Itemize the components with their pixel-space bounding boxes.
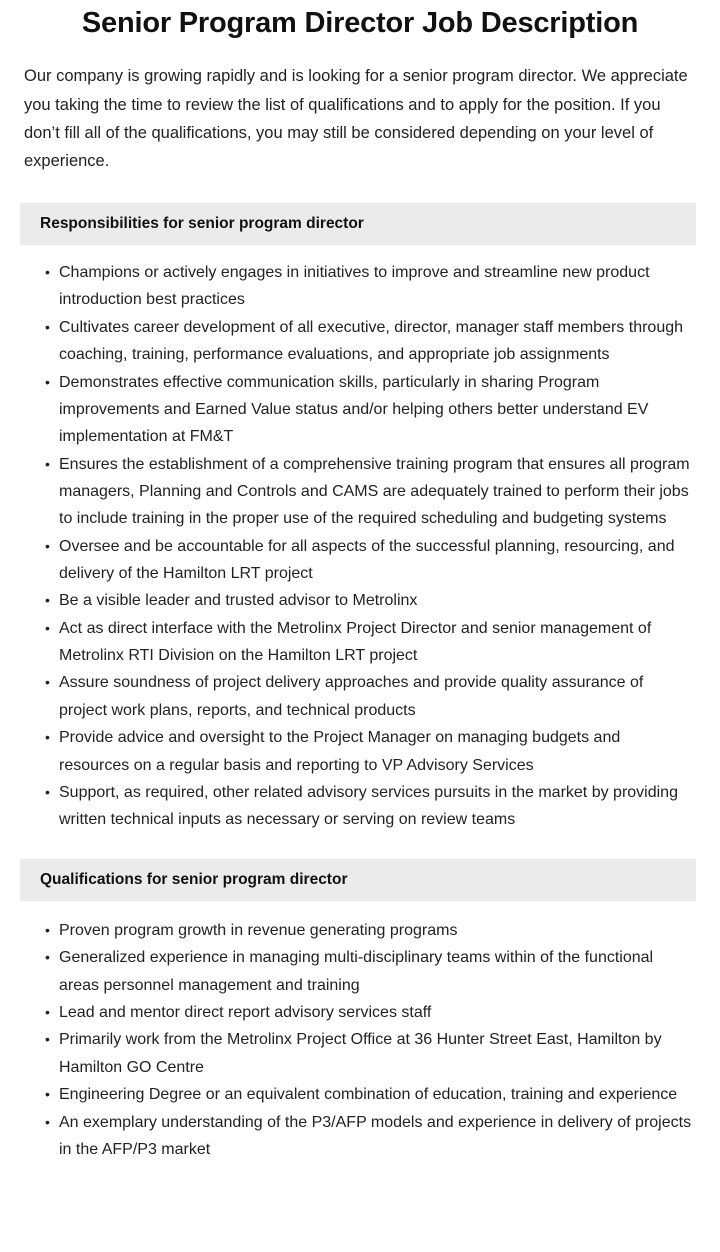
list-item: • Engineering Degree or an equivalent combination of education, training and experience (45, 1081, 693, 1108)
list-item: • Lead and mentor direct report advisory services staff (45, 999, 693, 1026)
intro-paragraph: Our company is growing rapidly and is looking for a senior program director. We appreciate you taking the time to review the list of qualifications and to apply for the position. If you don’t fill all of the qualifications, you may still be considered depending on your level of experience. (24, 67, 688, 171)
responsibilities-list (0, 259, 696, 834)
list-item: • An exemplary understanding of the P3/AFP models and experience in delivery of projects in the AFP/P3 market (45, 1109, 693, 1164)
list-item: • Act as direct interface with the Metrolinx Project Director and senior management of Metrolinx RTI Division on the Hamilton LRT project (45, 615, 693, 670)
list-item: • Ensures the establishment of a comprehensive training program that ensures all program managers, Planning and Controls and CAMS are adequately trained to perform their jobs to include training in the proper use of the required scheduling and budgeting systems (45, 451, 693, 533)
list-item: • Proven program growth in revenue generating programs (45, 917, 693, 944)
section-heading-qualifications: Qualifications for senior program director (20, 859, 696, 901)
page-title: Senior Program Director Job Description (81, 7, 639, 39)
list-item: • Cultivates career development of all executive, director, manager staff members through coaching, training, performance evaluations, and appropriate job assignments (45, 314, 693, 369)
section-qualifications (0, 859, 720, 1164)
section-responsibilities (0, 203, 720, 834)
list-item: • Assure soundness of project delivery approaches and provide quality assurance of project work plans, reports, and technical products (45, 669, 693, 724)
section-heading-responsibilities: Responsibilities for senior program director (20, 203, 696, 245)
list-item: • Demonstrates effective communication skills, particularly in sharing Program improvements and Earned Value status and/or helping others better understand EV implementation at FM&T (45, 369, 693, 451)
list-item: • Primarily work from the Metrolinx Project Office at 36 Hunter Street East, Hamilton by Hamilton GO Centre (45, 1026, 693, 1081)
list-item: • Champions or actively engages in initiatives to improve and streamline new product introduction best practices (45, 259, 693, 314)
list-item: • Support, as required, other related advisory services pursuits in the market by providing written technical inputs as necessary or serving on review teams (45, 779, 693, 834)
list-item: • Be a visible leader and trusted advisor to Metrolinx (45, 587, 693, 614)
list-item: • Generalized experience in managing multi-disciplinary teams within of the functional areas personnel management and training (45, 944, 693, 999)
qualifications-list (0, 917, 696, 1163)
list-item: • Oversee and be accountable for all aspects of the successful planning, resourcing, and delivery of the Hamilton LRT project (45, 533, 693, 588)
list-item: • Provide advice and oversight to the Project Manager on managing budgets and resources on a regular basis and reporting to VP Advisory Services (45, 724, 693, 779)
job-description-page (0, 6, 720, 1163)
